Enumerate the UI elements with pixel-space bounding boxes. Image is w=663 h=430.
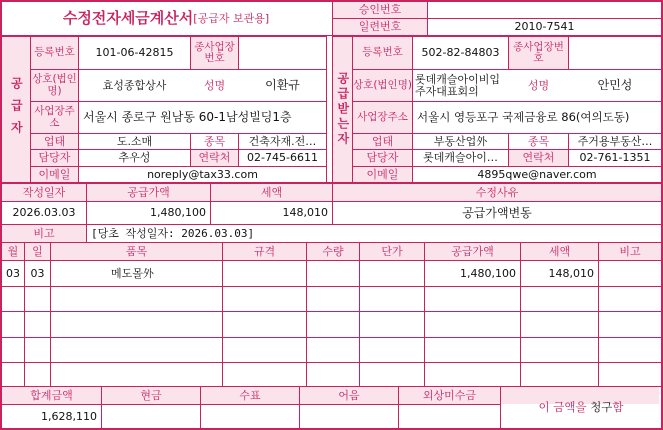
date-label: 작성일자: [22, 185, 66, 199]
buyer-rep: 안민성: [597, 78, 633, 93]
remarks-text: [당초 작성일자: 2026.03.03]: [91, 226, 255, 240]
supplier-reg-no-label: 등록번호: [34, 46, 75, 59]
approval-value: [428, 2, 661, 18]
buyer-rep-label: 성명: [527, 78, 550, 92]
serial-value: 2010-7541: [514, 20, 575, 34]
summary-supply-value: 1,480,100: [150, 206, 206, 220]
supplier-biz-type-label: 업태: [43, 134, 66, 148]
buyer-biz-type: 부동산업外: [433, 134, 488, 148]
buyer-biz-item: 주거용부동산…: [577, 134, 653, 148]
col-note: 비고: [619, 244, 641, 258]
item-tax: 148,010: [548, 266, 594, 280]
supplier-contact-label: 담당자: [38, 151, 71, 165]
buyer-branch-no: [569, 37, 661, 69]
date-value: 2026.03.03: [12, 206, 76, 220]
supplier-address: 서울시 종로구 원남동 60-1남성빌딩1층: [83, 110, 292, 125]
supplier-rep: 이환규: [265, 78, 300, 93]
col-month: 월: [7, 244, 19, 258]
col-supply-amount: 공급가액: [451, 244, 494, 258]
supplier-side-label: [2, 37, 30, 182]
col-day: 일: [32, 244, 43, 258]
supplier-biz-type: 도.소매: [116, 134, 153, 148]
credit-label: 외상미수금: [422, 388, 477, 402]
supplier-side-text: 공급자: [9, 76, 24, 143]
col-tax: 세액: [548, 244, 571, 258]
buyer-side-text: 공급받는자: [335, 72, 350, 147]
buyer-side-label: [333, 37, 352, 182]
title-note: [공급자 보관용]: [193, 11, 270, 25]
supplier-biz-item: 건축자재.전…: [248, 134, 317, 148]
buyer-name-label: 상호(법인명): [353, 78, 412, 91]
buyer-phone: 02-761-1351: [579, 151, 651, 165]
buyer-reg-no: 502-82-84803: [421, 46, 500, 60]
serial-label: 일련번호: [358, 20, 402, 34]
supplier-branch-no: [239, 37, 326, 69]
col-qty: 수량: [322, 244, 344, 258]
buyer-phone-label: 연락처: [522, 151, 555, 165]
buyer-address-label: 사업장주소: [357, 110, 408, 123]
summary-tax-label: 세액: [260, 185, 283, 199]
buyer-contact: 롯데캐슬아이…: [423, 151, 498, 165]
buyer-biz-item-label: 종목: [527, 134, 550, 148]
supplier-phone: 02-745-6611: [247, 151, 318, 165]
item-supply-amount: 1,480,100: [460, 266, 516, 280]
supplier-address-label: 사업장주소: [34, 105, 75, 129]
supplier-email: noreply@tax33.com: [147, 167, 258, 181]
buyer-branch-label: 종사업장번호: [513, 40, 564, 64]
buyer-reg-no-label: 등록번호: [362, 46, 403, 59]
invoice-title: [2, 2, 330, 35]
buyer-name: 롯데캐슬아이비입주자대표회의: [415, 72, 501, 98]
supplier-biz-item-label: 종목: [203, 134, 226, 148]
supplier-branch-label: 종사업장번호: [194, 40, 235, 64]
item-spec: [223, 261, 306, 286]
bill-label: 어음: [338, 388, 360, 402]
buyer-biz-type-label: 업태: [371, 134, 394, 148]
claim-prefix: 이 금액을: [538, 400, 587, 415]
buyer-address: 서울시 영등포구 국제금융로 86(여의도동): [417, 110, 630, 125]
item-day: 03: [30, 266, 45, 280]
check-label: 수표: [239, 388, 261, 402]
claim-suffix: 함: [612, 400, 624, 415]
claim-statement: [501, 387, 661, 428]
buyer-email-label: 이메일: [366, 167, 399, 181]
buyer-contact-label: 담당자: [366, 151, 399, 165]
col-item: 품목: [125, 244, 148, 258]
supplier-phone-label: 연락처: [198, 151, 231, 165]
summary-supply-label: 공급가액: [127, 185, 170, 199]
remarks-label: 비고: [33, 226, 55, 240]
cash-value: [102, 405, 200, 428]
col-unit-price: 단가: [381, 244, 403, 258]
supplier-contact: 추우성: [118, 151, 151, 165]
reason-label: 수정사유: [475, 185, 519, 199]
supplier-reg-no: 101-06-42815: [95, 46, 174, 60]
bill-value: [300, 405, 398, 428]
supplier-name: 효성종합상사: [102, 78, 167, 92]
credit-value: [399, 405, 500, 428]
reason-value: 공급가액변동: [462, 205, 532, 220]
total-label: 합계금액: [30, 388, 73, 402]
item-name: 메도몰外: [111, 266, 154, 280]
item-month: 03: [6, 266, 20, 280]
buyer-email: 4895qwe@naver.com: [477, 167, 597, 181]
item-note: [599, 261, 661, 286]
check-value: [201, 405, 299, 428]
supplier-name-label: 상호(법인명): [32, 73, 77, 97]
summary-tax-value: 148,010: [282, 206, 328, 220]
title-text: 수정전자세금계산서: [62, 8, 194, 27]
item-qty: [307, 261, 359, 286]
total-value: 1,628,110: [41, 409, 97, 423]
cash-label: 현금: [140, 388, 162, 402]
approval-label: 승인번호: [358, 3, 402, 17]
supplier-email-label: 이메일: [38, 167, 71, 181]
claim-word: 청구: [590, 400, 613, 415]
col-spec: 규격: [253, 244, 276, 258]
item-unit-price: [360, 261, 424, 286]
supplier-rep-label: 성명: [203, 78, 226, 92]
